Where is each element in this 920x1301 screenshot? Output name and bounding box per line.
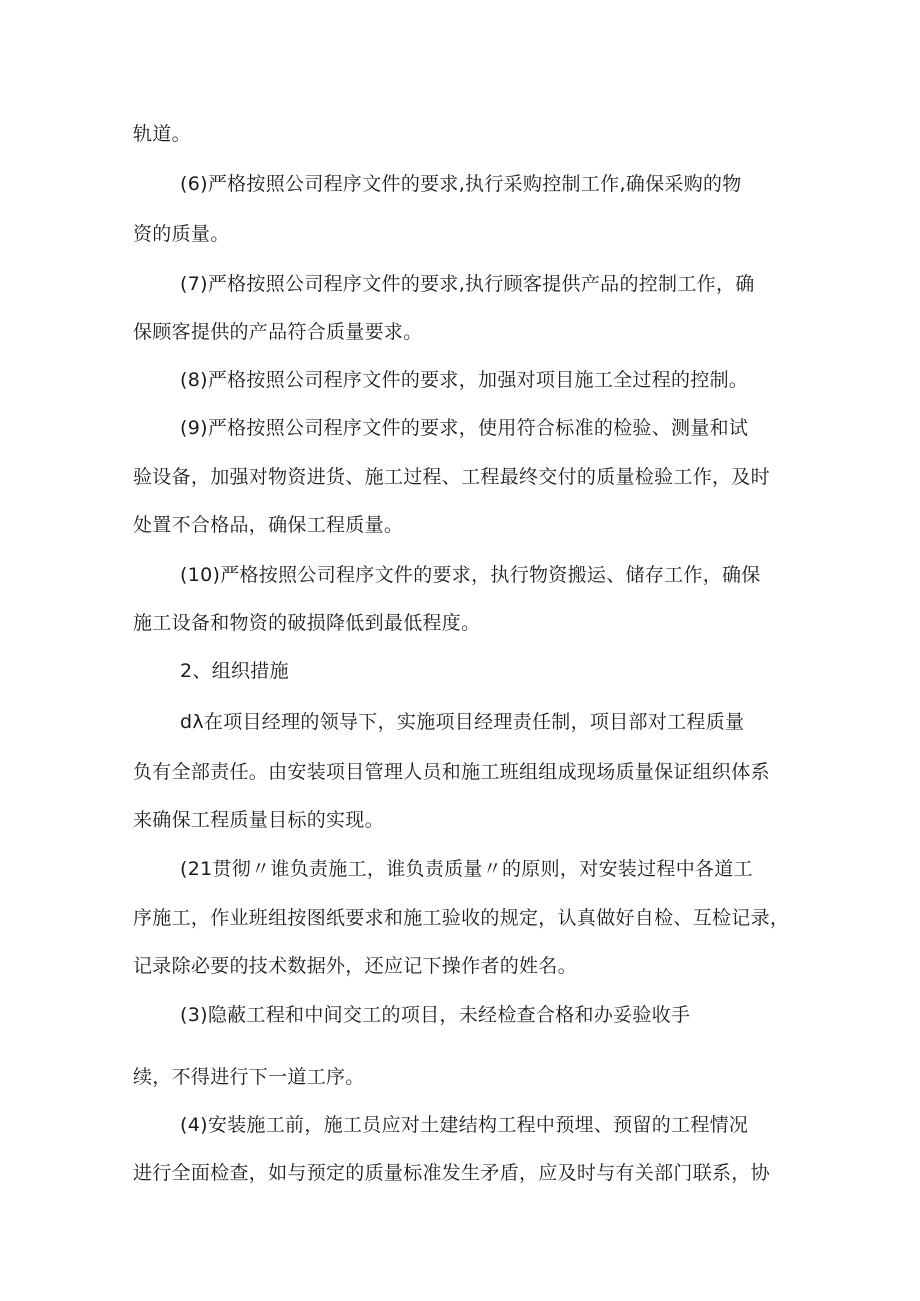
text-line: (8)严格按照公司程序文件的要求，加强对项目施工全过程的控制。 <box>180 369 749 391</box>
text-line: (21贯彻〃谁负责施工，谁负责质量〃的原则，对安装过程中各道工 <box>180 858 753 880</box>
text-line: 处置不合格品，确保工程质量。 <box>133 514 404 536</box>
text-line: (4)安装施工前，施工员应对土建结构工程中预埋、预留的工程情况 <box>180 1114 749 1136</box>
text-line: (3)隐蔽工程和中间交工的项目，未经检查合格和办妥验收手 <box>180 1004 691 1026</box>
text-line: (6)严格按照公司程序文件的要求,执行采购控制工作,确保采购的物 <box>180 173 742 195</box>
text-line: dλ在项目经理的领导下，实施项目经理责任制，项目部对工程质量 <box>180 711 745 733</box>
text-line: 施工设备和物资的破损降低到最低程度。 <box>133 612 481 634</box>
text-line: 保顾客提供的产品符合质量要求。 <box>133 321 423 343</box>
text-line: 来确保工程质量目标的实现。 <box>133 809 384 831</box>
text-line: 续，不得进行下一道工序。 <box>133 1066 365 1088</box>
text-line: 序施工，作业班组按图纸要求和施工验收的规定，认真做好自检、互检记录， <box>133 907 790 929</box>
text-line: (9)严格按照公司程序文件的要求，使用符合标准的检验、测量和试 <box>180 417 749 439</box>
text-line: 验设备，加强对物资进货、施工过程、工程最终交付的质量检验工作，及时 <box>133 466 770 488</box>
section-heading: 2、组织措施 <box>180 660 289 682</box>
text-line: 进行全面检查，如与预定的质量标准发生矛盾，应及时与有关部门联系，协 <box>133 1162 770 1184</box>
text-line: (10)严格按照公司程序文件的要求，执行物资搬运、储存工作，确保 <box>180 564 761 586</box>
text-line: 记录除必要的技术数据外，还应记下操作者的姓名。 <box>133 955 577 977</box>
text-line: 轨道。 <box>133 123 191 145</box>
text-line: 负有全部责任。由安装项目管理人员和施工班组组成现场质量保证组织体系 <box>133 761 770 783</box>
text-line: 资的质量。 <box>133 223 230 245</box>
text-line: (7)严格按照公司程序文件的要求,执行顾客提供产品的控制工作，确 <box>180 273 755 295</box>
